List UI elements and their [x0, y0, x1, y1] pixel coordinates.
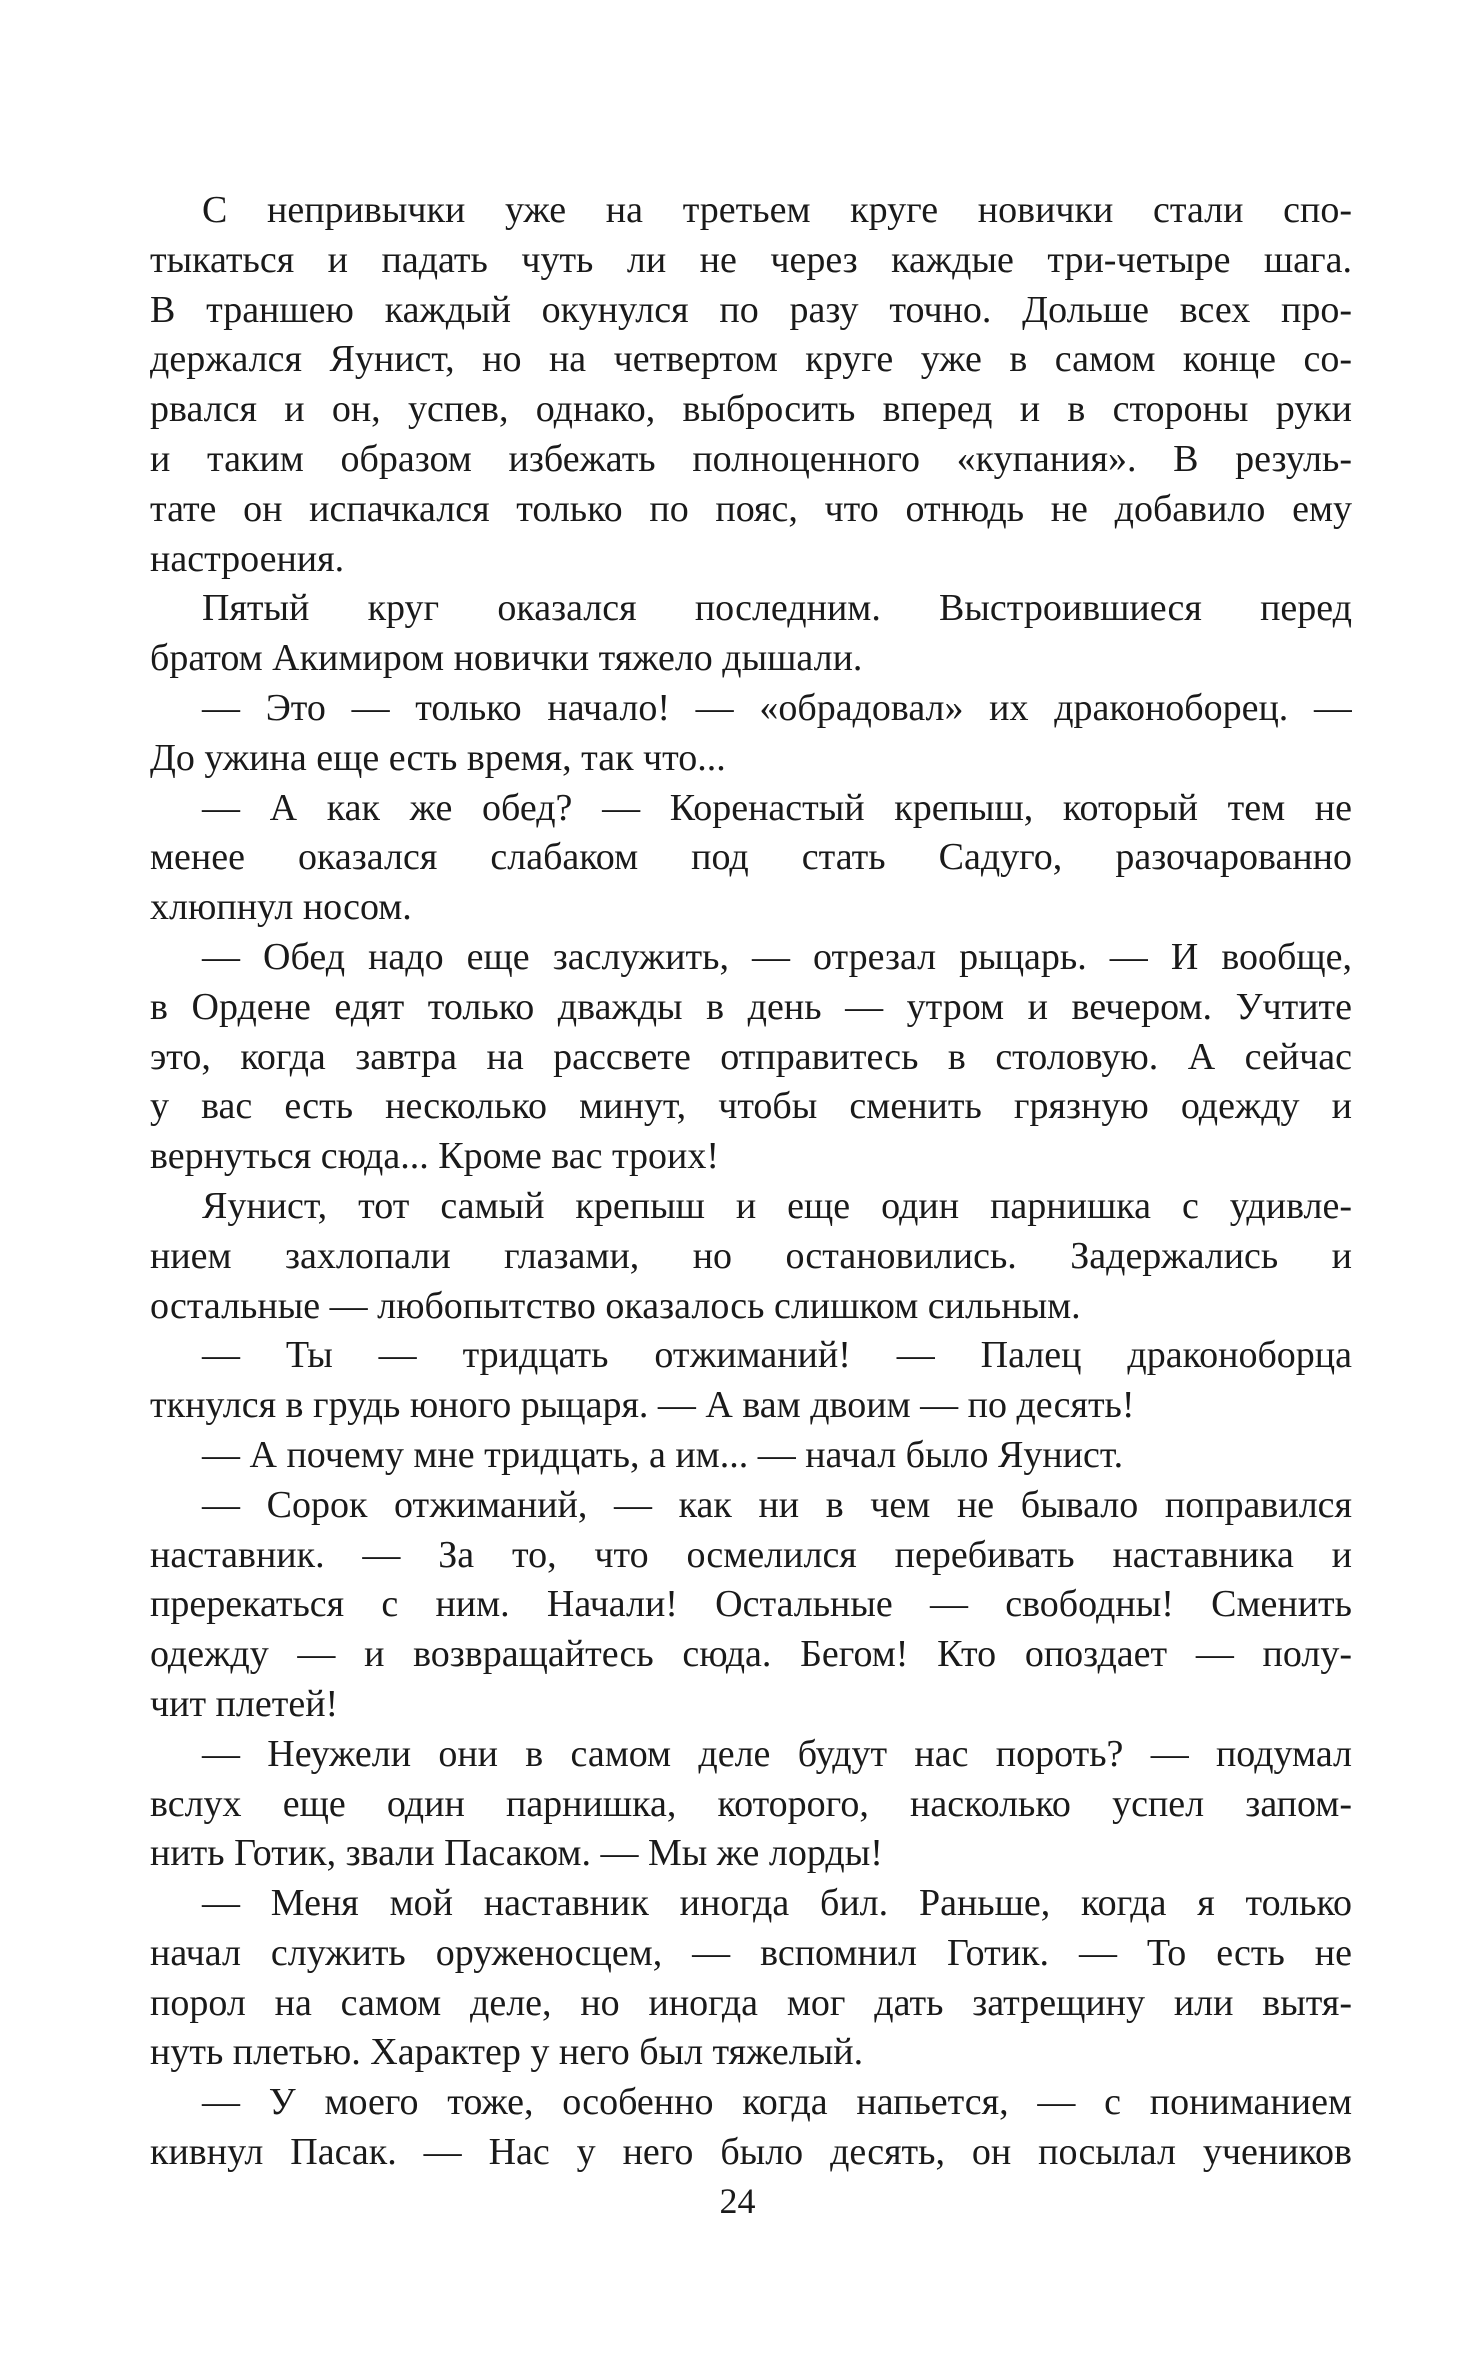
text-line: — Ты — тридцать отжиманий! — Палец драконоборца [202, 1334, 1352, 1377]
text-line: кивнул Пасак. — Нас у него было десять, он посылал учеников [150, 2131, 1352, 2174]
text-line: в Ордене едят только дважды в день — утром и вечером. Учтите [150, 985, 1352, 1028]
text-line: — А как же обед? — Коренастый крепыш, который тем не [202, 786, 1352, 829]
text-line: Пятый круг оказался последним. Выстроившиеся перед [202, 587, 1352, 630]
text-line: — Это — только начало! — «обрадовал» их драконоборец. — [202, 686, 1352, 729]
text-line: — Сорок отжиманий, — как ни в чем не бывало поправился [202, 1483, 1352, 1526]
text-line: тате он испачкался только по пояс, что отнюдь не добавило ему [150, 487, 1352, 530]
text-line: менее оказался слабаком под стать Садуго, разочарованно [150, 836, 1352, 879]
text-line: тыкаться и падать чуть ли не через каждые три-четыре шага. [150, 238, 1352, 281]
text-line: нить Готик, звали Пасаком. — Мы же лорды! [150, 1832, 883, 1875]
text-line: рвался и он, успев, однако, выбросить вперед и в стороны руки [150, 388, 1352, 431]
text-line: чит плетей! [150, 1682, 339, 1725]
text-line: и таким образом избежать полноценного «купания». В резуль- [150, 437, 1352, 480]
text-line: настроения. [150, 537, 345, 580]
text-line: одежду — и возвращайтесь сюда. Бегом! Кто опоздает — полу- [150, 1633, 1352, 1676]
text-line: хлюпнул носом. [150, 886, 412, 929]
text-line: вернуться сюда... Кроме вас троих! [150, 1135, 719, 1178]
text-line: держался Яунист, но на четвертом круге уже в самом конце со- [150, 338, 1352, 381]
text-line: — У моего тоже, особенно когда напьется, — с пониманием [202, 2081, 1352, 2124]
page-number: 24 [719, 2181, 756, 2221]
text-line: До ужина еще есть время, так что... [150, 736, 726, 779]
text-line: у вас есть несколько минут, чтобы сменить грязную одежду и [150, 1085, 1352, 1128]
text-line: — Неужели они в самом деле будут нас пороть? — подумал [202, 1732, 1352, 1775]
text-line: это, когда завтра на рассвете отправитесь в столовую. А сейчас [150, 1035, 1352, 1078]
text-line: нуть плетью. Характер у него был тяжелый. [150, 2031, 864, 2074]
text-line: — Меня мой наставник иногда бил. Раньше, когда я только [202, 1882, 1352, 1925]
text-line: В траншею каждый окунулся по разу точно. Дольше всех про- [150, 288, 1352, 331]
text-line: наставник. — За то, что осмелился перебивать наставника и [150, 1533, 1352, 1576]
text-line: Яунист, тот самый крепыш и еще один парнишка с удивле- [202, 1184, 1352, 1227]
text-line: пререкаться с ним. Начали! Остальные — свободны! Сменить [150, 1583, 1352, 1626]
body-text [150, 186, 1352, 2178]
text-line: братом Акимиром новички тяжело дышали. [150, 637, 863, 680]
text-line: — А почему мне тридцать, а им... — начал было Яунист. [202, 1433, 1124, 1476]
text-line: нием захлопали глазами, но остановились. Задержались и [150, 1234, 1352, 1277]
text-line: остальные — любопытство оказалось слишком сильным. [150, 1284, 1081, 1327]
text-line: ткнулся в грудь юного рыцаря. — А вам двоим — по десять! [150, 1384, 1135, 1427]
text-line: порол на самом деле, но иногда мог дать затрещину или вытя- [150, 1981, 1352, 2024]
text-line: С непривычки уже на третьем круге новички стали спо- [202, 189, 1352, 231]
text-line: начал служить оруженосцем, — вспомнил Готик. — То есть не [150, 1931, 1352, 1974]
text-line: — Обед надо еще заслужить, — отрезал рыцарь. — И вообще, [202, 935, 1352, 978]
text-line: вслух еще один парнишка, которого, насколько успел запом- [150, 1782, 1352, 1825]
